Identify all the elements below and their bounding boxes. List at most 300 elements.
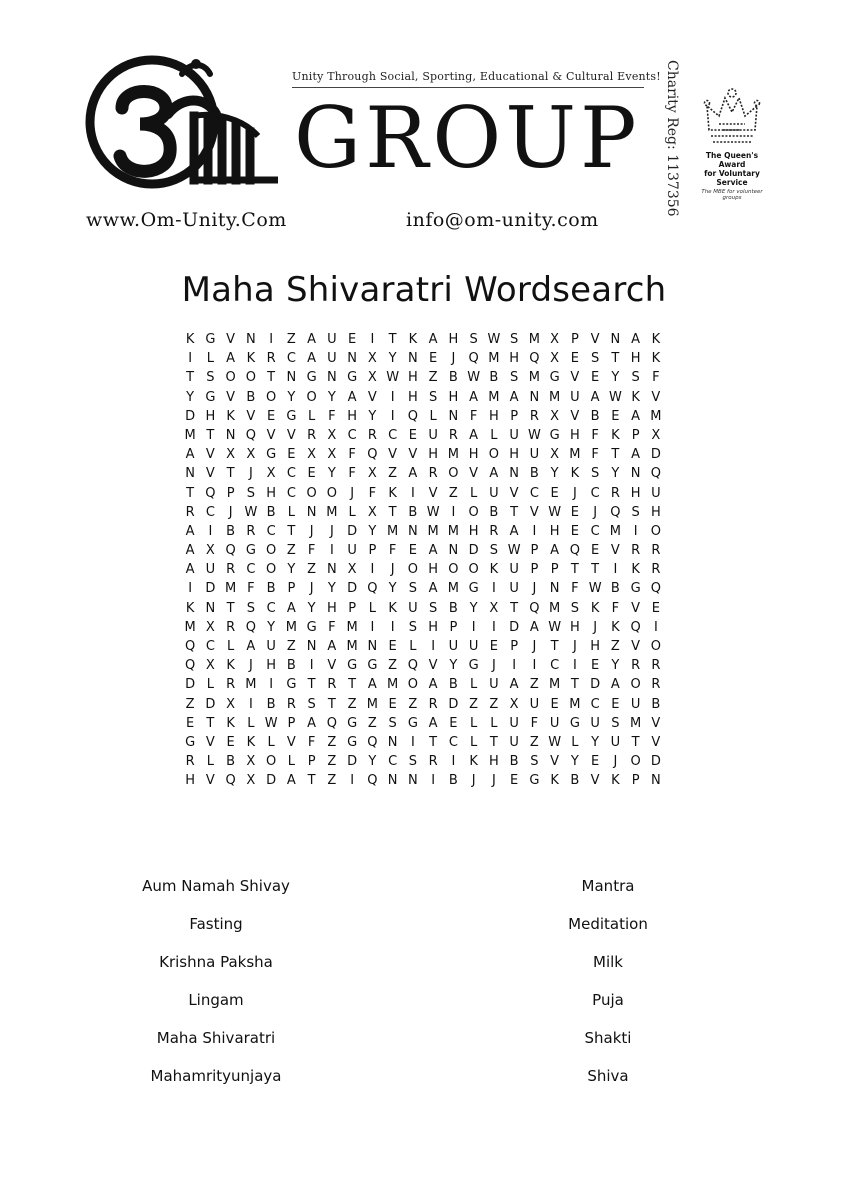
grid-cell[interactable]: S [530,754,539,770]
grid-cell[interactable]: B [266,504,276,520]
grid-cell[interactable]: A [469,389,479,405]
grid-cell[interactable]: K [469,754,478,770]
grid-cell[interactable]: K [185,600,195,616]
grid-cell[interactable]: X [226,447,236,463]
grid-cell[interactable]: A [610,677,620,693]
grid-cell[interactable]: E [591,543,600,559]
grid-cell[interactable]: Q [630,619,641,635]
grid-cell[interactable]: S [408,754,417,770]
grid-cell[interactable]: U [448,639,459,654]
grid-cell[interactable]: Q [569,543,580,559]
grid-cell[interactable]: E [550,485,559,501]
grid-cell[interactable]: Z [327,773,337,789]
grid-cell[interactable]: J [248,658,253,674]
grid-cell[interactable]: Q [326,715,337,731]
grid-cell[interactable]: G [468,581,479,597]
grid-cell[interactable]: H [185,773,196,789]
grid-cell[interactable]: O [306,389,317,405]
grid-cell[interactable]: S [206,370,215,386]
grid-cell[interactable]: O [630,754,641,770]
grid-cell[interactable]: V [286,427,296,443]
grid-cell[interactable]: N [246,332,256,347]
grid-cell[interactable]: Y [570,754,579,770]
grid-cell[interactable]: T [186,485,195,501]
grid-cell[interactable]: M [184,619,196,635]
grid-cell[interactable]: U [549,715,560,731]
grid-cell[interactable]: T [226,600,235,616]
grid-cell[interactable]: V [469,466,479,482]
grid-cell[interactable]: O [245,370,256,386]
grid-cell[interactable]: F [571,581,579,597]
grid-cell[interactable]: F [247,581,255,597]
grid-cell[interactable]: E [591,754,600,770]
grid-cell[interactable]: M [184,427,196,443]
grid-cell[interactable]: A [327,639,337,654]
grid-cell[interactable]: X [367,466,377,482]
grid-cell[interactable]: O [650,523,661,539]
grid-cell[interactable]: Z [367,715,377,731]
grid-cell[interactable]: R [307,427,317,443]
grid-cell[interactable]: K [388,600,397,616]
grid-cell[interactable]: N [387,734,398,750]
grid-cell[interactable]: A [509,389,519,405]
grid-cell[interactable]: O [448,562,459,578]
grid-cell[interactable]: J [329,523,334,539]
grid-cell[interactable]: B [266,581,276,597]
grid-cell[interactable]: D [266,773,277,789]
grid-cell[interactable]: N [448,543,459,559]
grid-cell[interactable]: S [246,485,255,501]
grid-cell[interactable]: U [266,639,276,654]
grid-cell[interactable]: G [205,389,216,405]
grid-cell[interactable]: C [590,523,600,539]
grid-cell[interactable]: E [408,427,417,443]
grid-cell[interactable]: Q [245,427,256,443]
grid-cell[interactable]: I [431,773,436,789]
grid-cell[interactable]: G [549,427,560,443]
grid-cell[interactable]: U [630,696,641,712]
grid-cell[interactable]: E [429,351,438,367]
grid-cell[interactable]: T [327,696,336,712]
grid-cell[interactable]: U [509,734,519,750]
grid-cell[interactable]: A [286,773,296,789]
grid-cell[interactable]: R [226,619,236,635]
grid-cell[interactable]: Z [610,639,620,654]
grid-cell[interactable]: A [307,332,317,347]
grid-cell[interactable]: G [468,658,479,674]
grid-cell[interactable]: X [246,754,256,770]
grid-cell[interactable]: N [347,351,357,367]
grid-cell[interactable]: T [226,466,235,482]
grid-cell[interactable]: F [368,485,377,501]
grid-cell[interactable]: L [470,715,478,731]
grid-cell[interactable]: Z [448,485,458,501]
grid-cell[interactable]: T [206,427,215,443]
grid-cell[interactable]: X [347,562,357,578]
grid-cell[interactable]: V [428,485,438,501]
grid-cell[interactable]: T [489,734,498,750]
grid-cell[interactable]: S [408,619,417,635]
grid-cell[interactable]: H [650,504,661,520]
grid-cell[interactable]: L [227,639,235,654]
grid-cell[interactable]: J [309,581,314,597]
grid-cell[interactable]: W [548,619,562,635]
grid-cell[interactable]: N [408,351,418,367]
grid-cell[interactable]: U [327,332,337,347]
grid-cell[interactable]: X [367,351,377,367]
grid-cell[interactable]: T [611,351,620,367]
grid-cell[interactable]: K [185,332,195,347]
grid-cell[interactable]: H [509,351,520,367]
grid-cell[interactable]: C [286,351,296,367]
grid-cell[interactable]: X [246,447,256,463]
grid-cell[interactable]: M [549,677,561,693]
grid-cell[interactable]: Y [327,466,336,482]
grid-cell[interactable]: K [550,773,559,789]
grid-cell[interactable]: E [591,658,600,674]
grid-cell[interactable]: B [590,408,600,424]
grid-cell[interactable]: Q [610,504,621,520]
grid-cell[interactable]: I [188,351,193,367]
grid-cell[interactable]: L [247,715,255,731]
grid-cell[interactable]: G [245,543,256,559]
grid-cell[interactable]: L [206,754,214,770]
grid-cell[interactable]: G [205,332,216,347]
grid-cell[interactable]: Q [468,351,479,367]
grid-cell[interactable]: Q [225,773,236,789]
grid-cell[interactable]: J [248,466,253,482]
grid-cell[interactable]: I [451,504,456,520]
grid-cell[interactable]: R [448,427,458,443]
grid-cell[interactable]: M [630,715,642,731]
grid-cell[interactable]: I [613,562,618,578]
grid-cell[interactable]: F [388,543,397,559]
grid-cell[interactable]: P [510,408,519,424]
grid-cell[interactable]: Y [611,466,620,482]
grid-cell[interactable]: X [550,447,560,463]
grid-cell[interactable]: J [228,504,233,520]
grid-cell[interactable]: L [206,351,214,367]
grid-cell[interactable]: I [390,389,395,405]
grid-cell[interactable]: B [489,370,499,386]
grid-cell[interactable]: T [429,734,438,750]
grid-cell[interactable]: R [286,696,296,712]
grid-cell[interactable]: P [530,562,539,578]
grid-cell[interactable]: H [630,485,641,501]
grid-cell[interactable]: B [448,600,458,616]
grid-cell[interactable]: T [388,332,397,347]
grid-cell[interactable]: Y [327,581,336,597]
grid-cell[interactable]: L [348,504,356,520]
grid-cell[interactable]: T [388,504,397,520]
grid-cell[interactable]: O [488,447,499,463]
grid-cell[interactable]: R [651,562,661,578]
grid-cell[interactable]: B [651,696,661,712]
grid-cell[interactable]: C [550,658,560,674]
grid-cell[interactable]: C [347,427,357,443]
grid-cell[interactable]: G [286,677,297,693]
grid-cell[interactable]: R [631,658,641,674]
grid-cell[interactable]: C [266,600,276,616]
grid-cell[interactable]: B [448,773,458,789]
grid-cell[interactable]: D [347,581,358,597]
grid-cell[interactable]: Y [611,370,620,386]
grid-cell[interactable]: C [266,523,276,539]
grid-cell[interactable]: N [408,523,418,539]
grid-cell[interactable]: M [528,332,540,347]
grid-cell[interactable]: H [266,658,277,674]
grid-cell[interactable]: O [407,677,418,693]
grid-cell[interactable]: P [287,581,296,597]
grid-cell[interactable]: V [226,332,236,347]
grid-cell[interactable]: W [608,389,622,405]
grid-cell[interactable]: N [205,600,216,616]
grid-cell[interactable]: D [205,581,216,597]
grid-cell[interactable]: E [510,773,519,789]
grid-cell[interactable]: A [631,408,641,424]
grid-cell[interactable]: G [367,658,378,674]
grid-cell[interactable]: H [407,389,418,405]
grid-cell[interactable]: R [631,543,641,559]
grid-cell[interactable]: C [205,504,215,520]
grid-cell[interactable]: G [347,658,358,674]
grid-cell[interactable]: Y [611,658,620,674]
grid-cell[interactable]: S [631,504,640,520]
grid-cell[interactable]: G [529,773,540,789]
grid-cell[interactable]: K [246,734,256,750]
grid-cell[interactable]: O [326,485,337,501]
grid-cell[interactable]: S [590,466,600,482]
grid-cell[interactable]: L [470,677,478,693]
grid-cell[interactable]: D [205,696,216,712]
grid-cell[interactable]: U [468,639,479,654]
grid-cell[interactable]: M [326,504,338,520]
grid-cell[interactable]: L [368,600,376,616]
grid-cell[interactable]: I [410,485,415,501]
grid-cell[interactable]: Q [367,581,378,597]
grid-cell[interactable]: H [428,619,439,635]
grid-cell[interactable]: E [307,466,316,482]
grid-cell[interactable]: O [650,639,661,654]
grid-cell[interactable]: A [226,351,236,367]
grid-cell[interactable]: J [572,639,577,654]
grid-cell[interactable]: Z [327,734,337,750]
grid-cell[interactable]: M [346,639,358,654]
grid-cell[interactable]: G [266,447,277,463]
grid-cell[interactable]: K [388,485,397,501]
grid-cell[interactable]: O [225,370,236,386]
grid-cell[interactable]: J [491,658,496,674]
grid-cell[interactable]: T [348,677,357,693]
grid-cell[interactable]: N [185,466,195,482]
grid-cell[interactable]: Y [469,600,478,616]
grid-cell[interactable]: P [631,427,640,443]
grid-cell[interactable]: W [467,370,481,386]
grid-cell[interactable]: E [570,351,579,367]
grid-cell[interactable]: M [285,619,297,635]
grid-cell[interactable]: J [593,619,598,635]
grid-cell[interactable]: U [610,734,621,750]
grid-cell[interactable]: A [428,543,438,559]
grid-cell[interactable]: R [428,696,438,712]
grid-cell[interactable]: N [529,389,540,405]
grid-cell[interactable]: Q [407,658,418,674]
grid-cell[interactable]: K [226,715,235,731]
grid-cell[interactable]: A [307,715,317,731]
grid-cell[interactable]: S [307,696,316,712]
grid-cell[interactable]: O [468,504,479,520]
grid-cell[interactable]: A [185,562,195,578]
grid-cell[interactable]: X [226,696,236,712]
grid-cell[interactable]: U [509,581,519,597]
grid-cell[interactable]: A [509,523,519,539]
grid-cell[interactable]: G [569,715,580,731]
grid-cell[interactable]: I [350,773,355,789]
grid-cell[interactable]: X [307,447,317,463]
grid-cell[interactable]: T [550,639,559,654]
grid-cell[interactable]: P [570,332,579,347]
grid-cell[interactable]: I [491,619,496,635]
grid-cell[interactable]: W [527,427,541,443]
grid-cell[interactable]: E [388,639,397,654]
grid-cell[interactable]: Z [185,696,195,712]
grid-cell[interactable]: D [347,754,358,770]
grid-cell[interactable]: M [549,389,561,405]
grid-cell[interactable]: R [489,523,499,539]
grid-cell[interactable]: I [532,658,537,674]
grid-cell[interactable]: W [548,504,562,520]
grid-cell[interactable]: R [367,427,377,443]
grid-cell[interactable]: Q [367,734,378,750]
grid-cell[interactable]: G [630,581,641,597]
grid-cell[interactable]: H [428,447,439,463]
grid-cell[interactable]: H [428,562,439,578]
grid-cell[interactable]: P [307,754,316,770]
grid-cell[interactable]: Y [368,408,377,424]
grid-cell[interactable]: K [246,351,256,367]
grid-cell[interactable]: M [528,370,540,386]
grid-cell[interactable]: U [570,389,580,405]
grid-cell[interactable]: Z [286,543,296,559]
grid-cell[interactable]: X [205,658,215,674]
grid-cell[interactable]: E [408,543,417,559]
grid-cell[interactable]: E [611,408,620,424]
grid-cell[interactable]: O [468,562,479,578]
grid-cell[interactable]: G [306,370,317,386]
grid-cell[interactable]: P [550,562,559,578]
grid-cell[interactable]: U [408,600,418,616]
grid-cell[interactable]: H [347,408,358,424]
grid-cell[interactable]: W [548,734,562,750]
grid-cell[interactable]: S [388,715,397,731]
grid-cell[interactable]: X [266,466,276,482]
grid-cell[interactable]: W [507,543,521,559]
grid-cell[interactable]: V [651,715,661,731]
grid-cell[interactable]: T [611,447,620,463]
grid-cell[interactable]: D [590,677,601,693]
grid-cell[interactable]: H [448,389,459,405]
grid-cell[interactable]: C [388,427,398,443]
grid-cell[interactable]: S [246,600,255,616]
grid-cell[interactable]: C [286,466,296,482]
grid-cell[interactable]: U [590,715,600,731]
grid-cell[interactable]: V [590,773,600,789]
grid-cell[interactable]: V [550,754,560,770]
grid-cell[interactable]: P [510,639,519,654]
grid-cell[interactable]: A [590,389,600,405]
grid-cell[interactable]: J [309,523,314,539]
grid-cell[interactable]: Y [388,581,397,597]
grid-cell[interactable]: F [591,427,599,443]
grid-cell[interactable]: H [590,639,601,654]
grid-cell[interactable]: B [448,370,458,386]
grid-cell[interactable]: F [328,619,336,635]
grid-cell[interactable]: M [488,351,500,367]
grid-cell[interactable]: X [205,543,215,559]
grid-cell[interactable]: T [510,600,519,616]
grid-cell[interactable]: I [512,658,517,674]
grid-cell[interactable]: S [408,581,417,597]
grid-cell[interactable]: M [225,581,237,597]
grid-cell[interactable]: I [471,619,476,635]
grid-cell[interactable]: H [266,485,277,501]
grid-cell[interactable]: Q [367,447,378,463]
grid-cell[interactable]: X [327,427,337,443]
grid-cell[interactable]: L [470,485,478,501]
grid-cell[interactable]: R [266,351,276,367]
grid-cell[interactable]: I [370,562,375,578]
grid-cell[interactable]: Y [186,389,195,405]
grid-cell[interactable]: J [491,773,496,789]
grid-cell[interactable]: P [348,600,357,616]
grid-cell[interactable]: F [307,543,316,559]
grid-cell[interactable]: F [469,408,478,424]
grid-cell[interactable]: V [509,485,519,501]
grid-cell[interactable]: A [529,619,539,635]
grid-cell[interactable]: U [509,427,519,443]
grid-cell[interactable]: B [226,754,236,770]
grid-cell[interactable]: N [610,332,621,347]
grid-cell[interactable]: T [206,715,215,731]
grid-cell[interactable]: M [427,523,439,539]
grid-cell[interactable]: W [264,715,278,731]
grid-cell[interactable]: R [327,677,337,693]
grid-cell[interactable]: I [370,332,375,347]
grid-cell[interactable]: Z [529,734,539,750]
grid-cell[interactable]: V [631,600,641,616]
grid-cell[interactable]: A [347,389,357,405]
grid-cell[interactable]: B [529,466,539,482]
grid-cell[interactable]: R [651,677,661,693]
grid-cell[interactable]: E [550,696,559,712]
grid-cell[interactable]: F [328,408,336,424]
grid-cell[interactable]: H [488,754,499,770]
grid-cell[interactable]: W [426,504,440,520]
grid-cell[interactable]: C [246,562,256,578]
grid-cell[interactable]: M [488,389,500,405]
grid-cell[interactable]: A [550,543,560,559]
grid-cell[interactable]: E [287,447,296,463]
grid-cell[interactable]: V [570,370,580,386]
grid-cell[interactable]: Q [185,639,196,654]
grid-cell[interactable]: Q [529,600,540,616]
grid-cell[interactable]: H [630,351,641,367]
grid-cell[interactable]: V [205,466,215,482]
grid-cell[interactable]: T [307,773,316,789]
grid-cell[interactable]: R [185,754,195,770]
grid-cell[interactable]: G [185,734,196,750]
grid-cell[interactable]: Y [368,754,377,770]
